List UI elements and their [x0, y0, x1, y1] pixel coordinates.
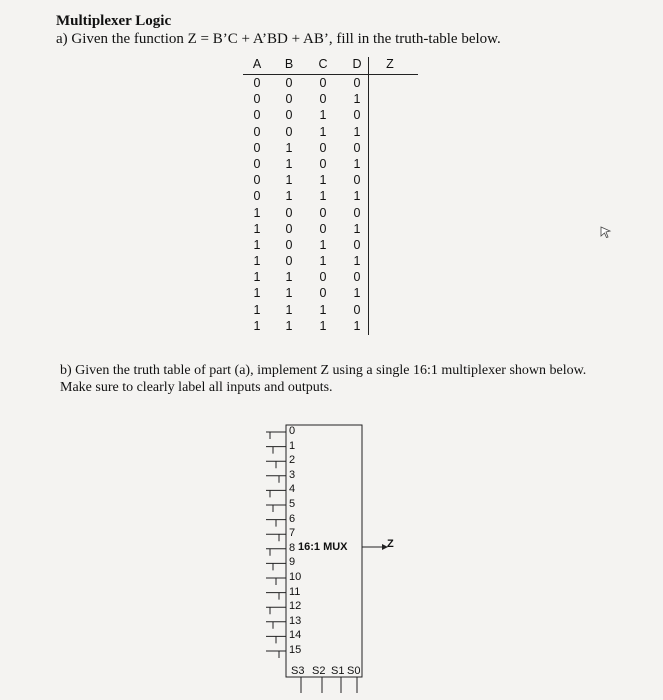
table-cell: 0 — [285, 237, 293, 252]
mux-input-label: 4 — [289, 483, 296, 496]
table-cell: 1 — [285, 302, 293, 317]
table-cell: 1 — [253, 302, 261, 317]
header-d: D — [352, 57, 362, 71]
table-row — [243, 206, 418, 222]
table-cell: 1 — [285, 318, 293, 333]
table-cell: 0 — [319, 156, 327, 171]
table-cell: 1 — [353, 318, 361, 333]
table-row — [243, 92, 418, 108]
table-cell: 0 — [319, 286, 327, 301]
table-row — [243, 303, 418, 319]
table-cell: 0 — [353, 237, 361, 252]
mux-select-label: S0 — [347, 665, 361, 677]
table-cell: 1 — [253, 286, 261, 301]
table-cell: 1 — [353, 221, 361, 236]
header-a: A — [252, 57, 262, 71]
z-column-divider — [368, 74, 369, 335]
table-cell: 1 — [353, 92, 361, 107]
table-cell: 1 — [253, 221, 261, 236]
table-cell: 1 — [319, 302, 327, 317]
table-row — [243, 173, 418, 189]
table-cell: 1 — [253, 205, 261, 220]
table-cell: 0 — [253, 189, 261, 204]
table-cell: 0 — [353, 140, 361, 155]
mux-input-label: 6 — [289, 512, 296, 525]
table-cell: 0 — [353, 270, 361, 285]
table-cell: 0 — [285, 92, 293, 107]
table-cell: 1 — [319, 108, 327, 123]
mux-input-label: 1 — [289, 439, 296, 452]
mux-input-label: 5 — [289, 498, 296, 510]
table-row — [243, 141, 418, 157]
table-row — [243, 286, 418, 302]
table-cell: 1 — [353, 254, 361, 269]
table-cell: 0 — [253, 108, 261, 123]
mux-input-label: 9 — [289, 556, 296, 569]
table-cell: 1 — [319, 189, 327, 204]
table-row — [243, 270, 418, 286]
table-cell: 0 — [285, 76, 293, 90]
table-cell: 1 — [353, 286, 361, 301]
mux-input-label: 15 — [289, 644, 302, 656]
mux-select-label: S2 — [312, 665, 326, 677]
table-cell: 0 — [285, 205, 293, 220]
mux-input-label: 10 — [289, 571, 302, 583]
table-cell: 1 — [285, 173, 293, 188]
table-cell: 0 — [319, 92, 327, 107]
table-row — [243, 319, 418, 335]
part-b-line-2: Make sure to clearly label all inputs and outputs. — [60, 380, 333, 395]
header-underline — [243, 74, 418, 75]
table-row — [243, 125, 418, 141]
table-cell: 0 — [353, 205, 361, 220]
mux-input-label: 3 — [289, 468, 296, 481]
table-cell: 0 — [319, 76, 327, 90]
pointer-cursor-icon — [600, 226, 612, 238]
mux-input-label: 13 — [289, 614, 302, 627]
table-row — [243, 76, 418, 92]
part-b-line-1: b) Given the truth table of part (a), implement Z using a single 16:1 multiplexer shown below. — [60, 363, 587, 378]
table-cell: 1 — [285, 156, 293, 171]
truth-table — [243, 57, 418, 333]
mux-label: 16:1 MUX — [298, 541, 348, 553]
table-cell: 0 — [253, 140, 261, 155]
table-cell: 0 — [253, 92, 261, 107]
truth-table-header — [243, 57, 418, 74]
table-cell: 0 — [253, 76, 261, 90]
table-cell: 1 — [253, 254, 261, 269]
table-cell: 1 — [285, 270, 293, 285]
table-cell: 1 — [285, 286, 293, 301]
table-cell: 1 — [353, 189, 361, 204]
mux-select-label: S1 — [331, 665, 345, 677]
table-cell: 1 — [319, 173, 327, 188]
table-cell: 0 — [353, 108, 361, 123]
table-cell: 1 — [353, 156, 361, 171]
part-b-question — [60, 362, 586, 396]
table-cell: 0 — [319, 140, 327, 155]
table-row — [243, 222, 418, 238]
table-cell: 0 — [285, 124, 293, 139]
table-cell: 0 — [285, 221, 293, 236]
table-row — [243, 238, 418, 254]
table-cell: 0 — [319, 205, 327, 220]
table-cell: 1 — [253, 237, 261, 252]
table-row — [243, 108, 418, 124]
table-cell: 0 — [253, 173, 261, 188]
mux-select-label: S3 — [291, 665, 305, 677]
mux-input-label: 12 — [289, 600, 302, 613]
mux-input-label: 8 — [289, 541, 296, 554]
mux-input-label: 2 — [289, 454, 296, 467]
table-cell: 0 — [285, 254, 293, 269]
header-c: C — [318, 57, 328, 71]
table-cell: 1 — [285, 140, 293, 155]
table-cell: 0 — [353, 76, 361, 90]
table-cell: 1 — [253, 270, 261, 285]
table-row — [243, 189, 418, 205]
mux-input-label: 7 — [289, 527, 296, 540]
table-cell: 0 — [285, 108, 293, 123]
page-title: Multiplexer Logic — [56, 13, 172, 29]
table-row — [243, 157, 418, 173]
header-b: B — [284, 57, 294, 71]
table-cell: 1 — [319, 237, 327, 252]
mux-diagram — [264, 425, 404, 695]
table-cell: 0 — [353, 173, 361, 188]
table-row — [243, 254, 418, 270]
table-cell: 0 — [253, 124, 261, 139]
header-z: Z — [386, 57, 394, 71]
table-cell: 1 — [319, 124, 327, 139]
table-cell: 0 — [319, 221, 327, 236]
mux-input-label: 0 — [289, 425, 296, 437]
table-cell: 1 — [319, 254, 327, 269]
mux-input-label: 14 — [289, 629, 302, 642]
part-a-question: a) Given the function Z = B’C + A’BD + AB’, fill in the truth-table below. — [56, 31, 501, 47]
table-cell: 0 — [353, 302, 361, 317]
table-cell: 1 — [253, 318, 261, 333]
mux-input-label: 11 — [289, 585, 301, 598]
table-cell: 0 — [319, 270, 327, 285]
mux-drawing — [264, 425, 404, 695]
table-cell: 1 — [319, 318, 327, 333]
table-cell: 0 — [253, 156, 261, 171]
table-cell: 1 — [353, 124, 361, 139]
mux-output-label: Z — [387, 538, 394, 550]
header-divider — [368, 57, 369, 74]
truth-table-body — [243, 76, 418, 335]
table-cell: 1 — [285, 189, 293, 204]
